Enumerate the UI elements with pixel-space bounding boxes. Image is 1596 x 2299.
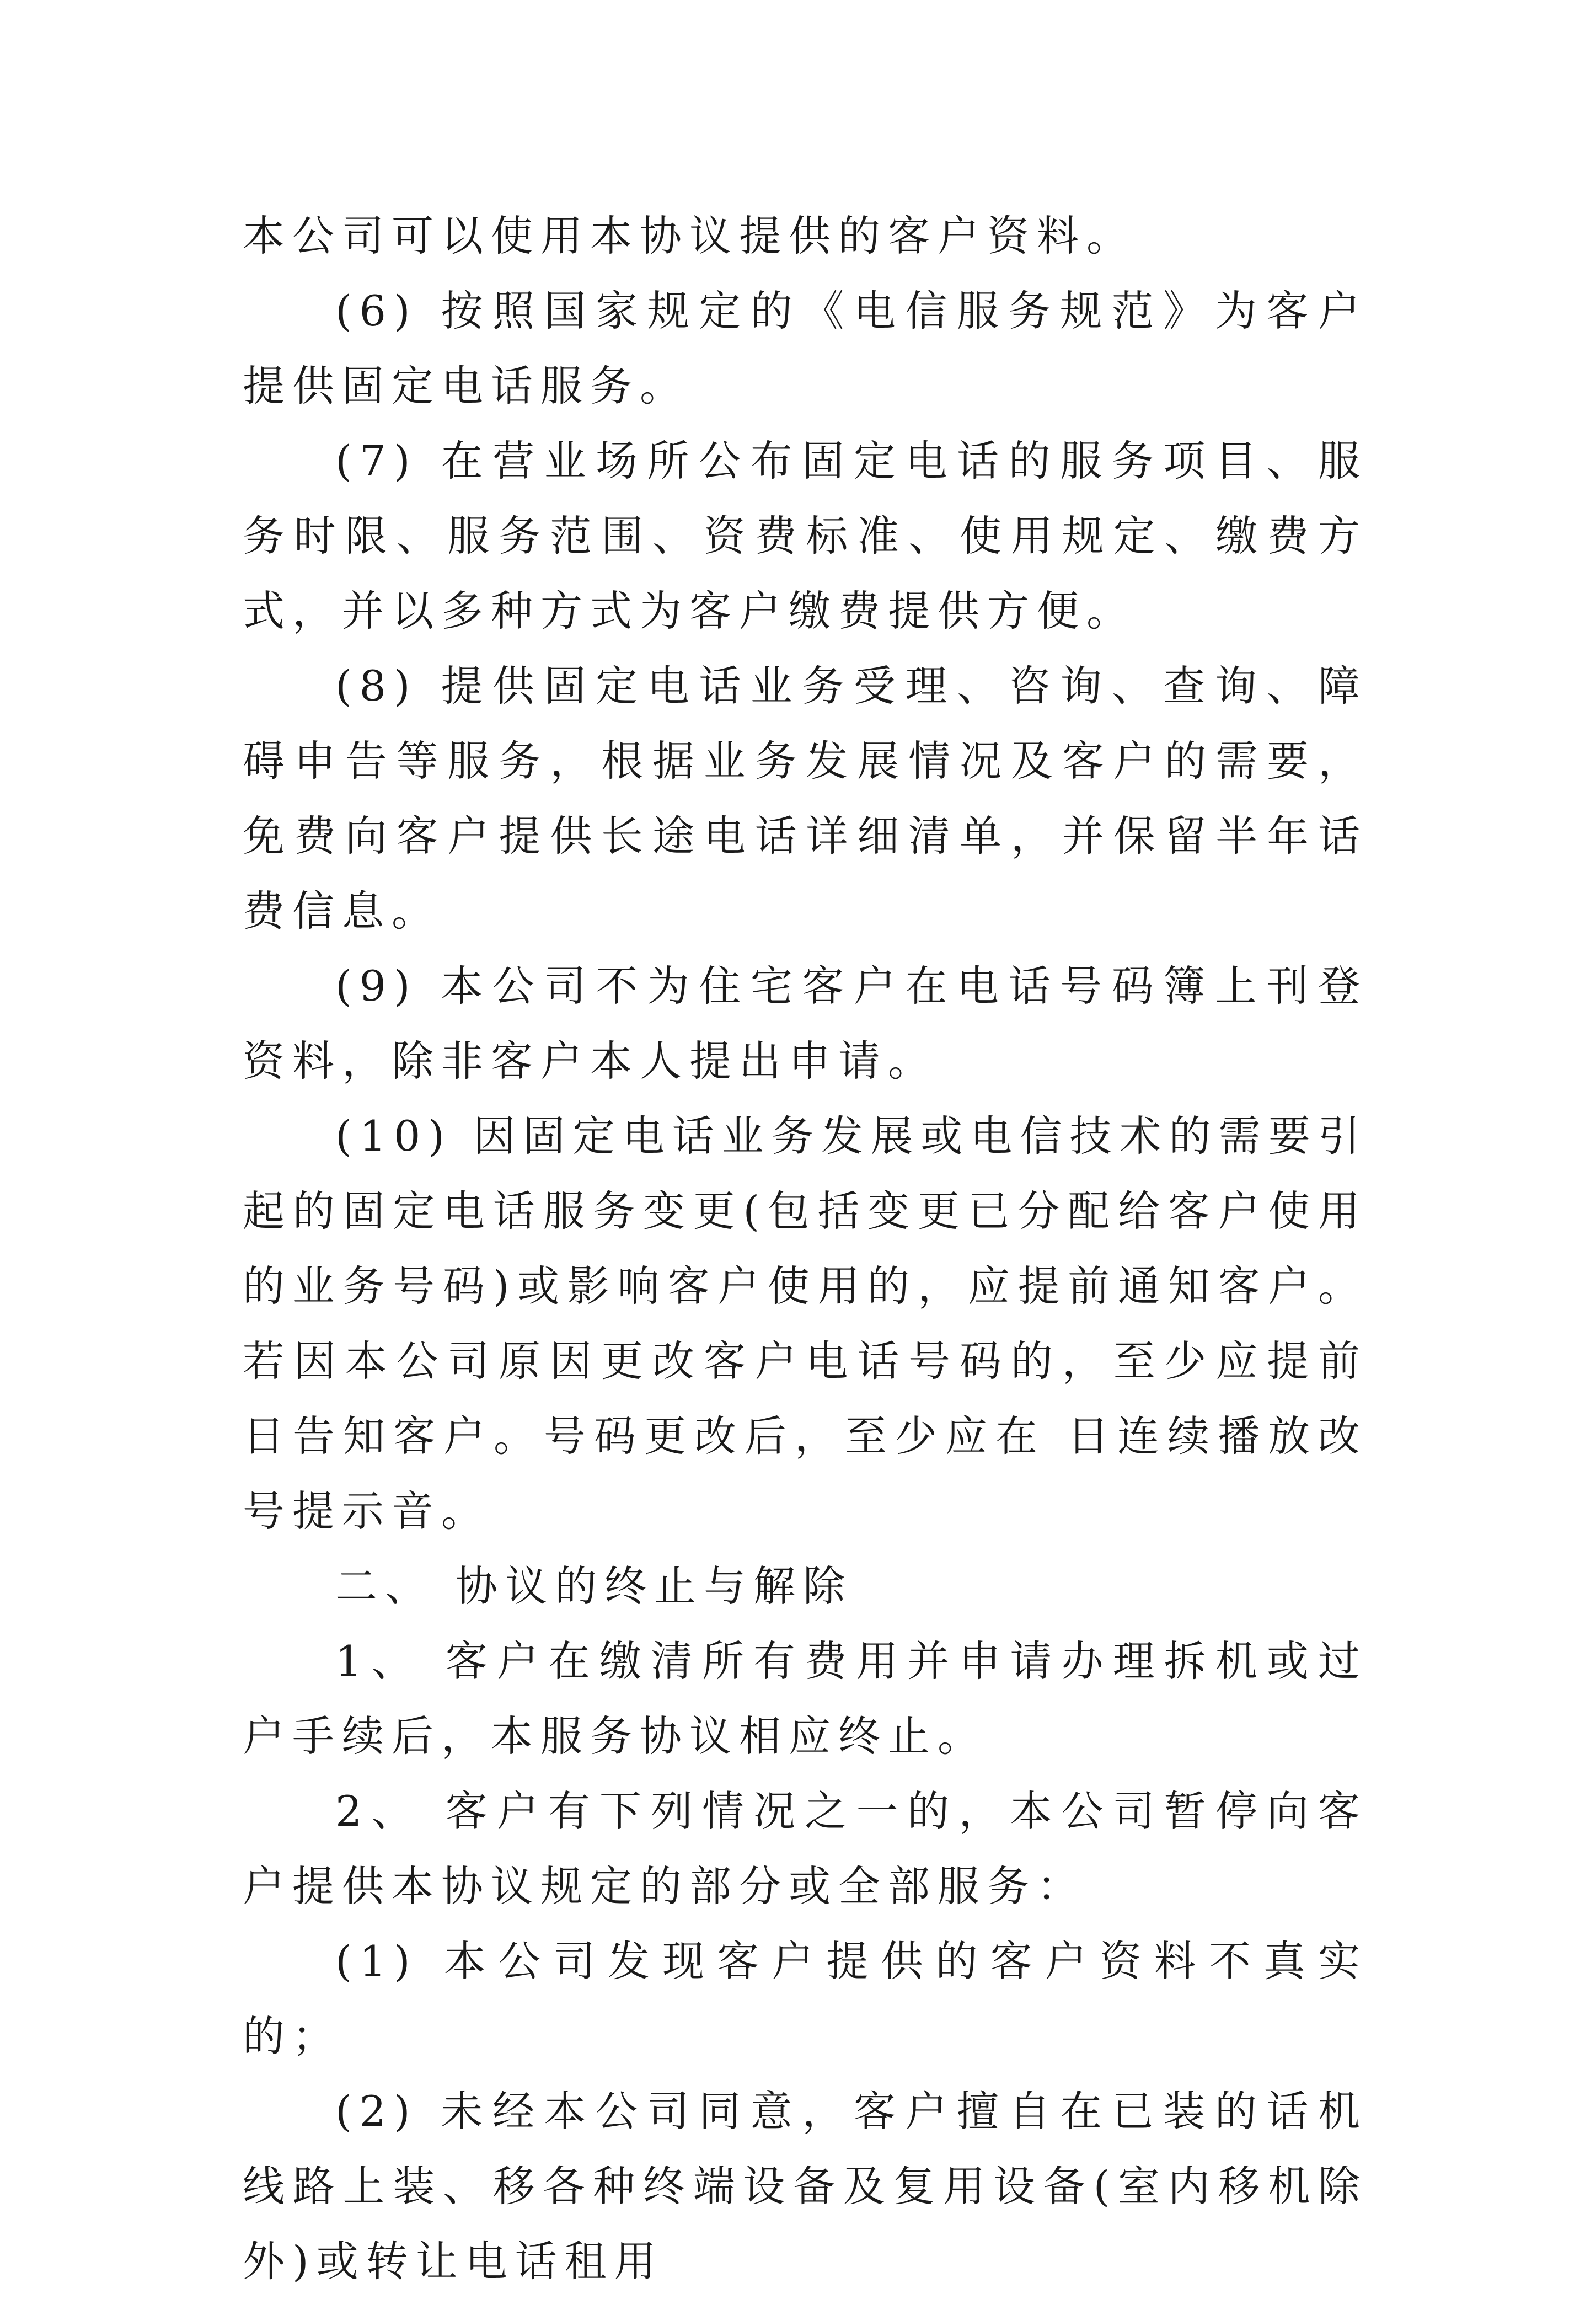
section-heading: 二、 协议的终止与解除 — [335, 1562, 853, 1611]
paragraph: (10) 因固定电话业务发展或电信技术的需要引起的固定电话服务变更(包括变更已分配给客户使用的业务号码)或影响客户使用的，应提前通知客户。若因本公司原因更改客户电话号码的，至少应提前 日告知客户。号码更改后，至少应在 日连续播放改号提示音。 — [243, 1111, 1368, 1536]
paragraph: (9) 本公司不为住宅客户在电话号码簿上刊登资料，除非客户本人提出申请。 — [243, 961, 1368, 1086]
paragraph: (2) 未经本公司同意，客户擅自在已装的话机线路上装、移各种终端设备及复用设备(室内移机除外)或转让电话租用 — [243, 2087, 1368, 2286]
paragraph: (6) 按照国家规定的《电信服务规范》为客户提供固定电话服务。 — [243, 286, 1368, 410]
document-body — [243, 199, 1368, 2299]
paragraph: (8) 提供固定电话业务受理、咨询、查询、障碍申告等服务，根据业务发展情况及客户的需要，免费向客户提供长途电话详细清单，并保留半年话费信息。 — [243, 661, 1368, 935]
paragraph: (7) 在营业场所公布固定电话的服务项目、服务时限、服务范围、资费标准、使用规定、缴费方式，并以多种方式为客户缴费提供方便。 — [243, 436, 1368, 635]
paragraph: 1、 客户在缴清所有费用并申请办理拆机或过户手续后，本服务协议相应终止。 — [243, 1637, 1368, 1761]
paragraph: 2、 客户有下列情况之一的，本公司暂停向客户提供本协议规定的部分或全部服务： — [243, 1787, 1368, 1911]
paragraph: (1) 本公司发现客户提供的客户资料不真实的； — [243, 1937, 1368, 2061]
paragraph: 本公司可以使用本协议提供的客户资料。 — [243, 211, 1136, 260]
